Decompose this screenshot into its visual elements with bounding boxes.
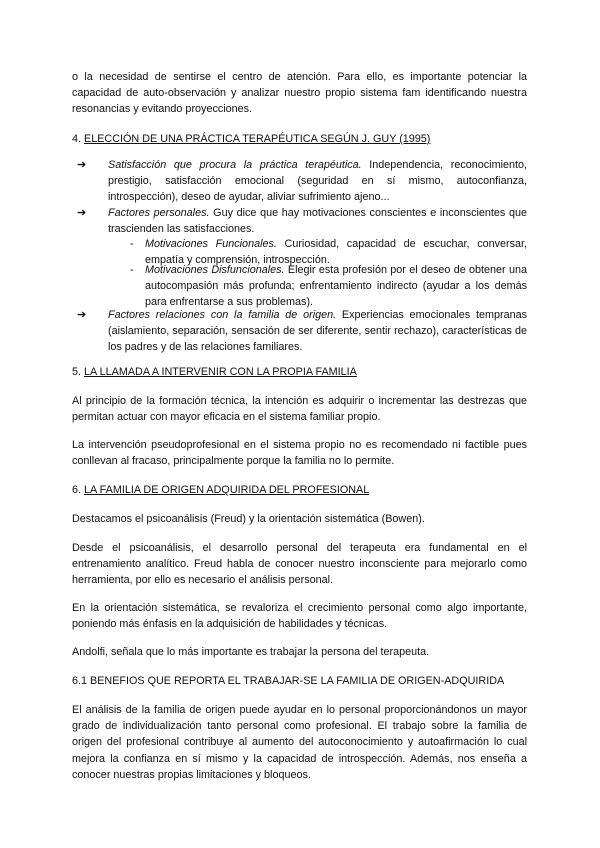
section-5-heading [72, 364, 532, 380]
section-5-paragraph-2: La intervención pseudoprofesional en el sistema propio no es recomendado ni factible pues conllevan al fracaso, principalmente porque la familia no lo permite. [72, 439, 527, 468]
sub-list-item-text: Elegir esta profesión por el deseo de obtener una autocompasión más profunda; enfrentamiento indirecto (ayudar a los demás para enfrentarse a sus problemas). [145, 264, 527, 309]
section-6-number: 6. [72, 484, 85, 496]
section-4-number: 4. [72, 133, 85, 145]
section-6-1-heading: 6.1 BENEFIOS QUE REPORTA EL TRABAJAR-SE LA FAMILIA DE ORIGEN-ADQUIRIDA [72, 675, 505, 687]
section-6-title: LA FAMILIA DE ORIGEN ADQUIRIDA DEL PROFESIONAL [84, 484, 370, 496]
arrow-bullet-icon: ➔ [77, 159, 87, 171]
arrow-bullet-icon: ➔ [77, 309, 87, 321]
list-item-term: Satisfacción que procura la práctica terapéutica. [108, 159, 362, 171]
sub-list-item-term: Motivaciones Disfuncionales. [145, 264, 285, 276]
sub-list-item-text: Curiosidad, capacidad de escuchar, conversar, empatía y comprensión, introspección. [145, 238, 527, 267]
list-item [108, 307, 527, 356]
list-item [108, 205, 527, 237]
section-5-number: 5. [72, 366, 85, 378]
section-6-paragraph-4: Andolfi, señala que lo más importante es trabajar la persona del terapeuta. [72, 646, 430, 658]
list-item-text: Experiencias emocionales tempranas (aislamiento, separación, sensación de ser diferente, sentir rechazo), características de los padres y de las relaciones familiares. [108, 309, 527, 354]
list-item-text: Guy dice que hay motivaciones conscientes e inconscientes que trascienden las satisfacciones. [108, 207, 527, 236]
sub-list-item-term: Motivaciones Funcionales. [145, 238, 277, 250]
dash-bullet: - [130, 264, 134, 276]
list-item-term: Factores relaciones con la familia de origen. [108, 309, 337, 321]
arrow-bullet-icon: ➔ [77, 207, 87, 219]
section-6-paragraph-1: Destacamos el psicoanálisis (Freud) y la orientación sistemática (Bowen). [72, 513, 425, 525]
list-item-term: Factores personales. [108, 207, 210, 219]
sub-list-item [145, 262, 527, 311]
section-5-title: LA LLAMADA A INTERVENIR CON LA PROPIA FAMILIA [84, 366, 357, 378]
section-6-paragraph-2: Desde el psicoanálisis, el desarrollo personal del terapeuta era fundamental en el entrenamiento analítico. Freud habla de conocer nuestro inconsciente para mejorarlo como herramienta, por ello es necesario el análisis personal. [72, 542, 527, 587]
section-6-1-paragraph: El análisis de la familia de origen puede ayudar en lo personal proporcionándonos un mayor grado de individualización tanto personal como profesional. El trabajo sobre la familia de origen del profesional contribuye al aumento del autoconocimiento y autoafirmación lo cual mejora la confianza en sí mismo y la capacidad de introspección. Además, nos enseña a conocer nuestras propias limitaciones y bloqueos. [72, 704, 527, 781]
section-6-paragraph-3: En la orientación sistemática, se revaloriza el crecimiento personal como algo importante, poniendo más énfasis en la adquisición de habilidades y técnicas. [72, 602, 527, 631]
list-item [108, 157, 527, 206]
list-item-text: Independencia, reconocimiento, prestigio, satisfacción emocional (seguridad en sí mismo, autoconfianza, introspección), deseo de ayudar, aliviar sufrimiento ajeno... [108, 159, 527, 204]
intro-paragraph: o la necesidad de sentirse el centro de atención. Para ello, es importante potenciar la capacidad de auto-observación y analizar nuestro propio sistema fam identificando nuestra resonancias y evitando proyecciones. [72, 71, 527, 116]
section-4-title: ELECCIÓN DE UNA PRÁCTICA TERAPÉUTICA SEGÚN J. GUY (1995) [84, 133, 431, 145]
section-6-heading [72, 482, 532, 498]
section-4-heading [72, 131, 532, 147]
section-5-paragraph-1: Al principio de la formación técnica, la intención es adquirir o incrementar las destrezas que permitan actuar con mayor eficacia en el sistema familiar propio. [72, 395, 527, 424]
dash-bullet: - [130, 238, 134, 250]
